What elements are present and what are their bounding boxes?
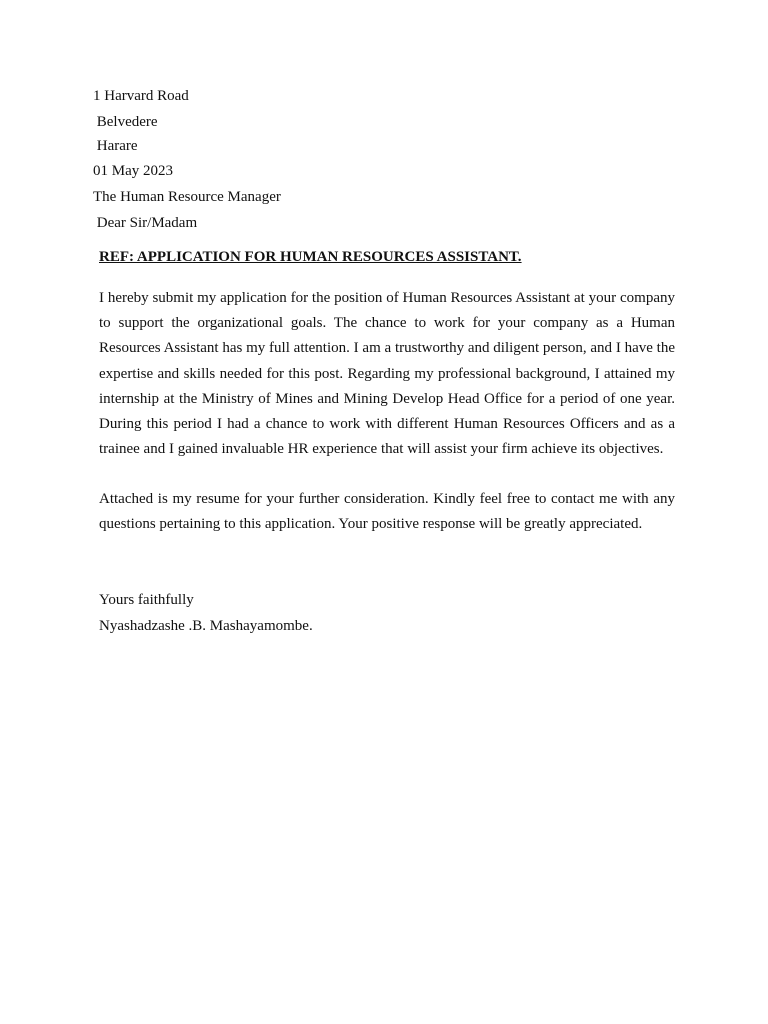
sender-street: 1 Harvard Road xyxy=(93,88,189,104)
body-paragraph-2: Attached is my resume for your further consideration. Kindly feel free to contact me with any questions pertaining to this application. Your positive response will be greatly appreciated. xyxy=(99,491,675,533)
closing-phrase: Yours faithfully xyxy=(99,592,194,608)
salutation: Dear Sir/Madam xyxy=(93,215,198,231)
sender-city: Harare xyxy=(93,138,138,154)
sender-suburb: Belvedere xyxy=(93,114,158,130)
body-paragraph-1: I hereby submit my application for the position of Human Resources Assistant at your company to support the organizational goals. The chance to work for your company as a Human Resources Assistant has my full attention. I am a trustworthy and diligent person, and I have the expertise and skills needed for this post. Regarding my professional background, I attained my internship at the Ministry of Mines and Mining Develop Head Office for a period of one year. During this period I had a chance to work with different Human Resources Officers and as a trainee and I gained invaluable HR experience that will assist your firm achieve its objectives. xyxy=(99,290,675,458)
recipient-title: The Human Resource Manager xyxy=(93,189,281,205)
signature-name: Nyashadzashe .B. Mashayamombe. xyxy=(99,618,313,634)
letter-date: 01 May 2023 xyxy=(93,163,173,179)
subject-heading: REF: APPLICATION FOR HUMAN RESOURCES ASSISTANT. xyxy=(99,249,522,265)
